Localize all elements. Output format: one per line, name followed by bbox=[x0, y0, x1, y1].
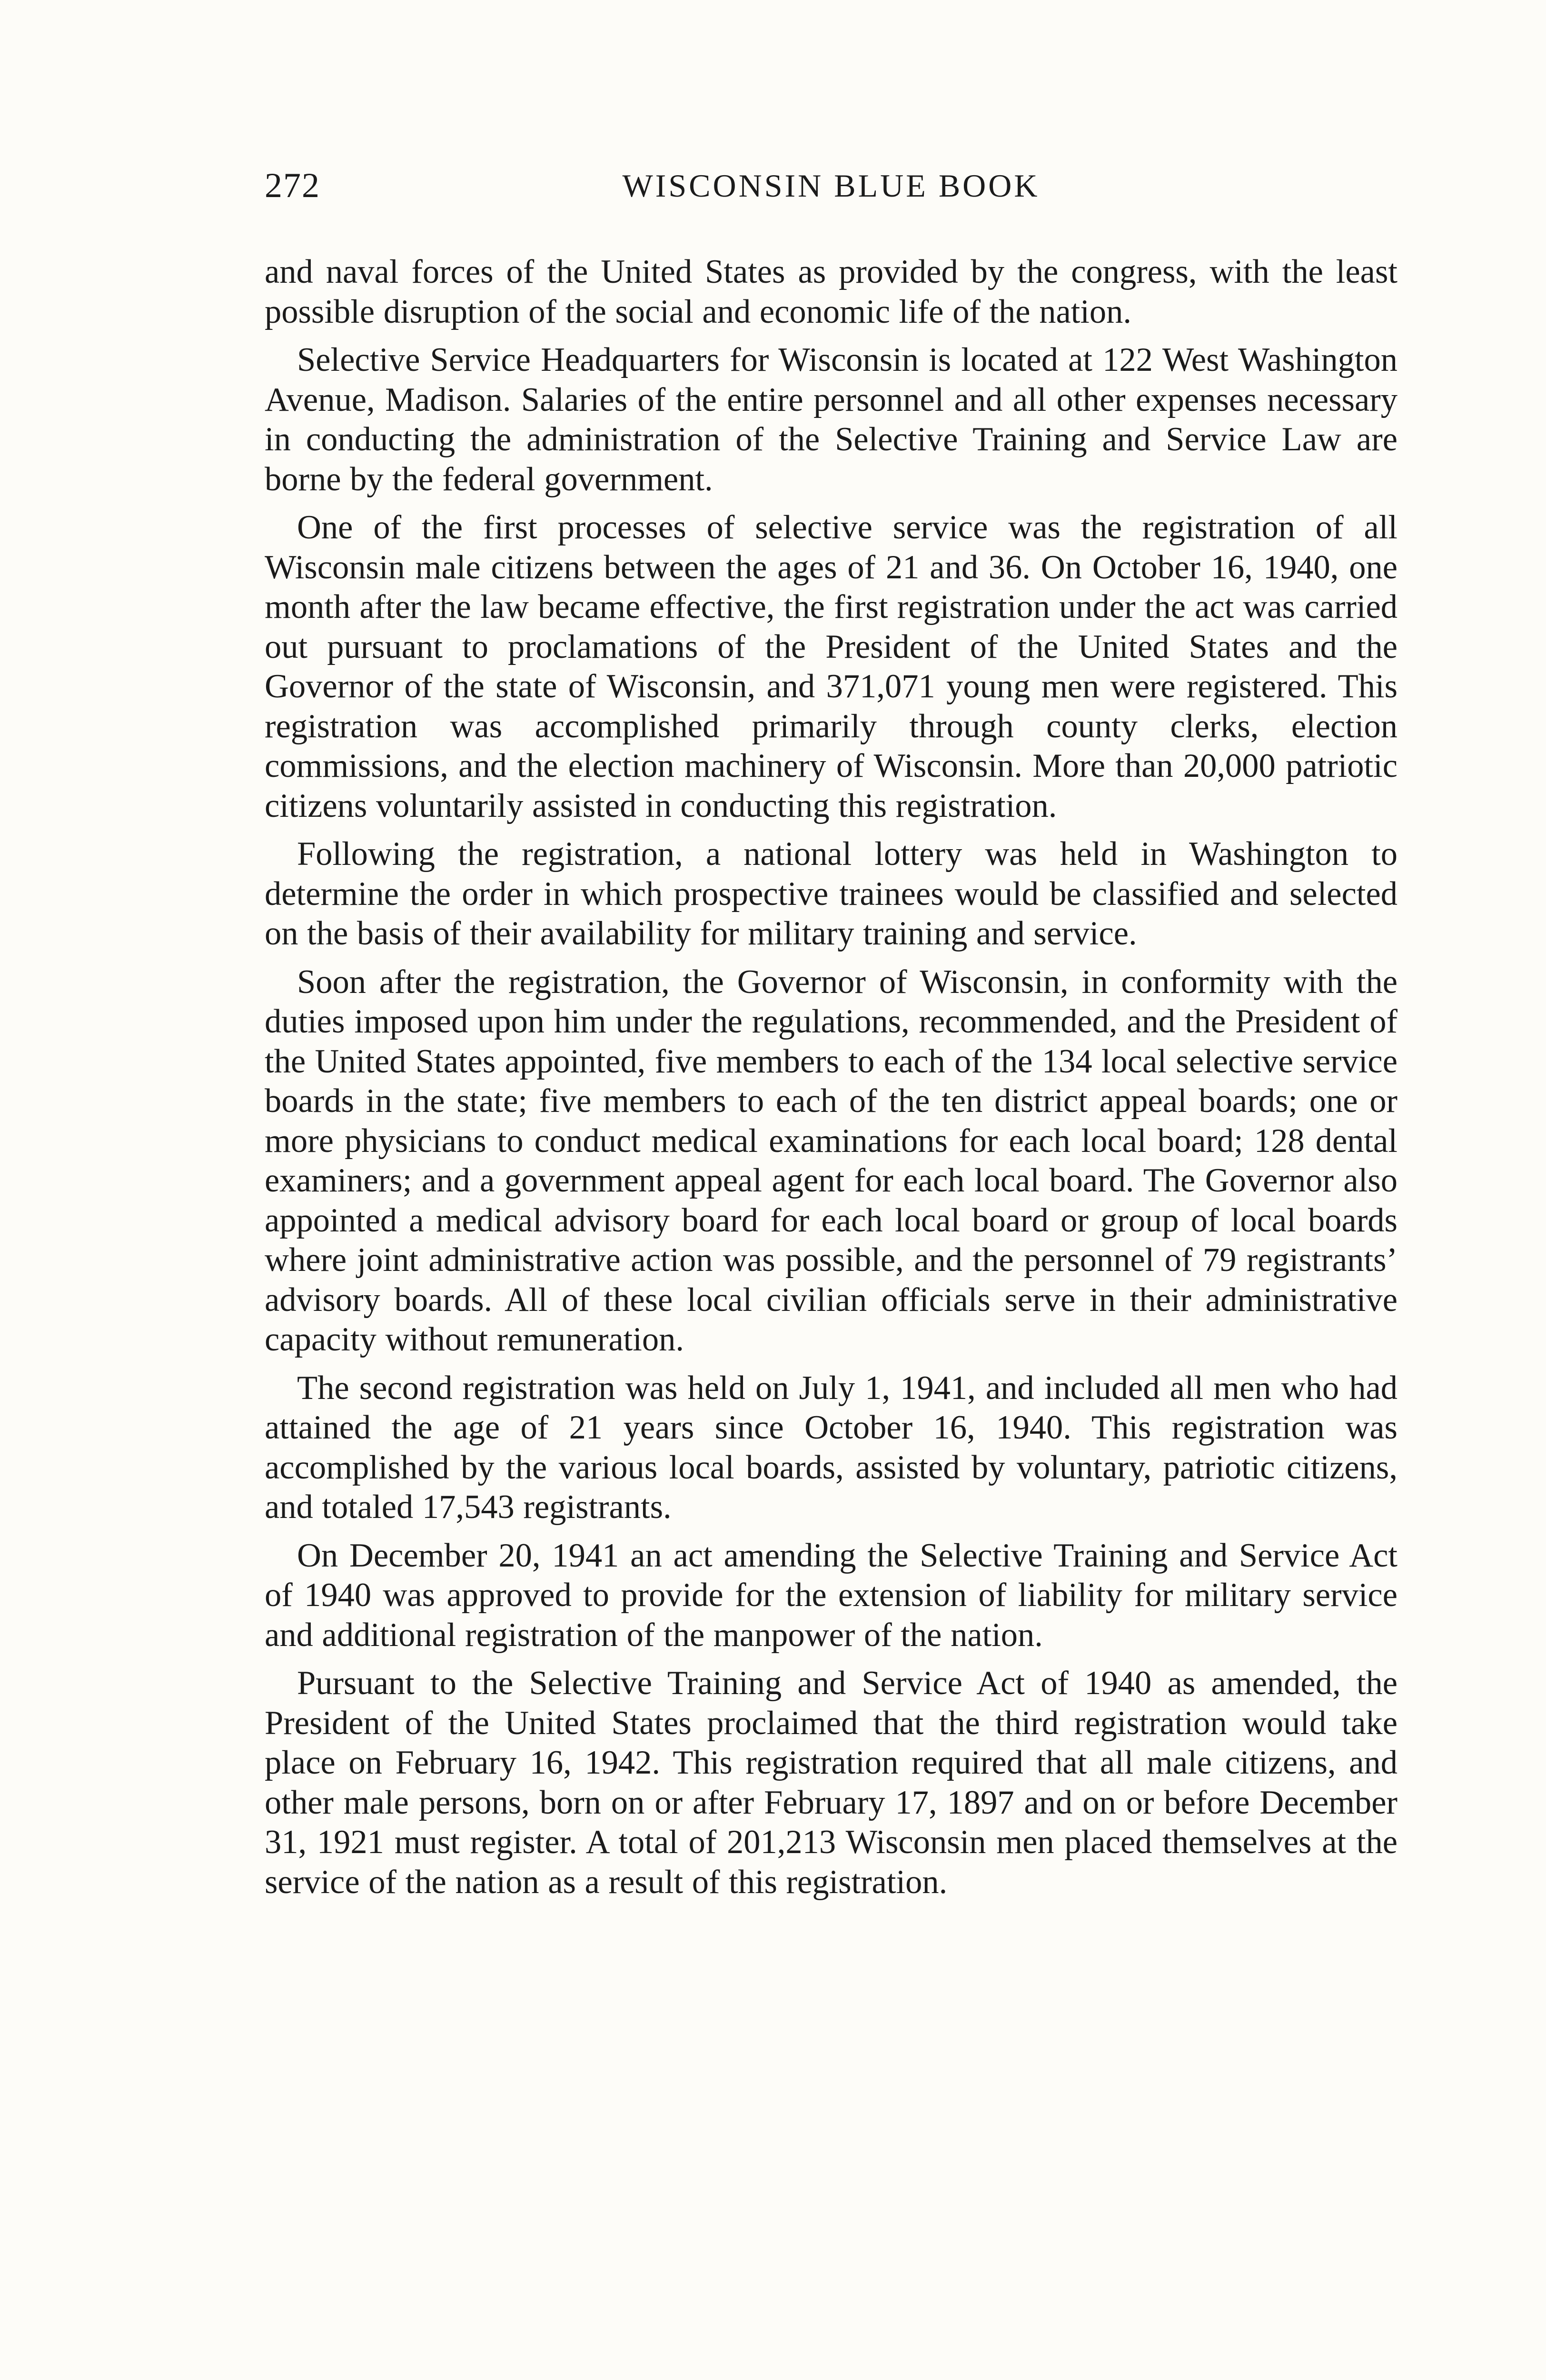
running-title: WISCONSIN BLUE BOOK bbox=[622, 168, 1040, 204]
paragraph-second-registration: The second registration was held on July 1, 1941, and included all men who had attained the age of 21 years since October 16, 1940. This registration was accomplished by the various local boards, assisted by voluntary, patriotic citizens, and totaled 17,543 registrants. bbox=[265, 1369, 1397, 1526]
paragraph-headquarters: Selective Service Headquarters for Wisconsin is located at 122 West Washington Avenue, Madison. Salaries of the entire personnel and all other expenses necessary in conducting the administration of the Selective Training and Service Law are borne by the federal government. bbox=[265, 341, 1397, 498]
paragraph-act-amendment: On December 20, 1941 an act amending the Selective Training and Service Act of 1940 was approved to provide for the extension of liability for military service and additional registration of the manpower of the nation. bbox=[265, 1537, 1397, 1654]
paragraph-continuation: and naval forces of the United States as provided by the congress, with the least possible disruption of the social and economic life of the nation. bbox=[265, 253, 1397, 330]
paragraph-third-registration: Pursuant to the Selective Training and Service Act of 1940 as amended, the President of the United States proclaimed that the third registration would take place on February 16, 1942. This registration required that all male citizens, and other male persons, born on or after February 17, 1897 and on or before December 31, 1921 must register. A total of 201,213 Wisconsin men placed themselves at the service of the nation as a result of this registration. bbox=[265, 1665, 1397, 1901]
paragraph-board-appointments: Soon after the registration, the Governor of Wisconsin, in conformity with the duties imposed upon him under the regulations, recommended, and the President of the United States appointed, five members to each of the 134 local selective service boards in the state; five members to each of the ten district appeal boards; one or more physicians to conduct medical examinations for each local board; 128 dental examiners; and a government appeal agent for each local board. The Governor also appointed a medical advisory board for each local board or group of local boards where joint administrative action was possible, and the personnel of 79 registrants’ advisory boards. All of these local civilian officials serve in their administrative capacity without remuneration. bbox=[265, 963, 1397, 1358]
running-header bbox=[265, 162, 1397, 209]
page-number: 272 bbox=[265, 166, 320, 205]
paragraph-first-registration: One of the first processes of selective service was the registration of all Wisconsin male citizens between the ages of 21 and 36. On October 16, 1940, one month after the law became effective, the first registration under the act was carried out pursuant to proclamations of the President of the United States and the Governor of the state of Wisconsin, and 371,071 young men were registered. This registration was accomplished primarily through county clerks, election commissions, and the election machinery of Wisconsin. More than 20,000 patriotic citizens voluntarily assisted in conducting this registration. bbox=[265, 509, 1397, 824]
paragraph-national-lottery: Following the registration, a national lottery was held in Washington to determine the order in which prospective trainees would be classified and selected on the basis of their availability for military training and service. bbox=[265, 835, 1397, 952]
body-text bbox=[265, 252, 1397, 1911]
